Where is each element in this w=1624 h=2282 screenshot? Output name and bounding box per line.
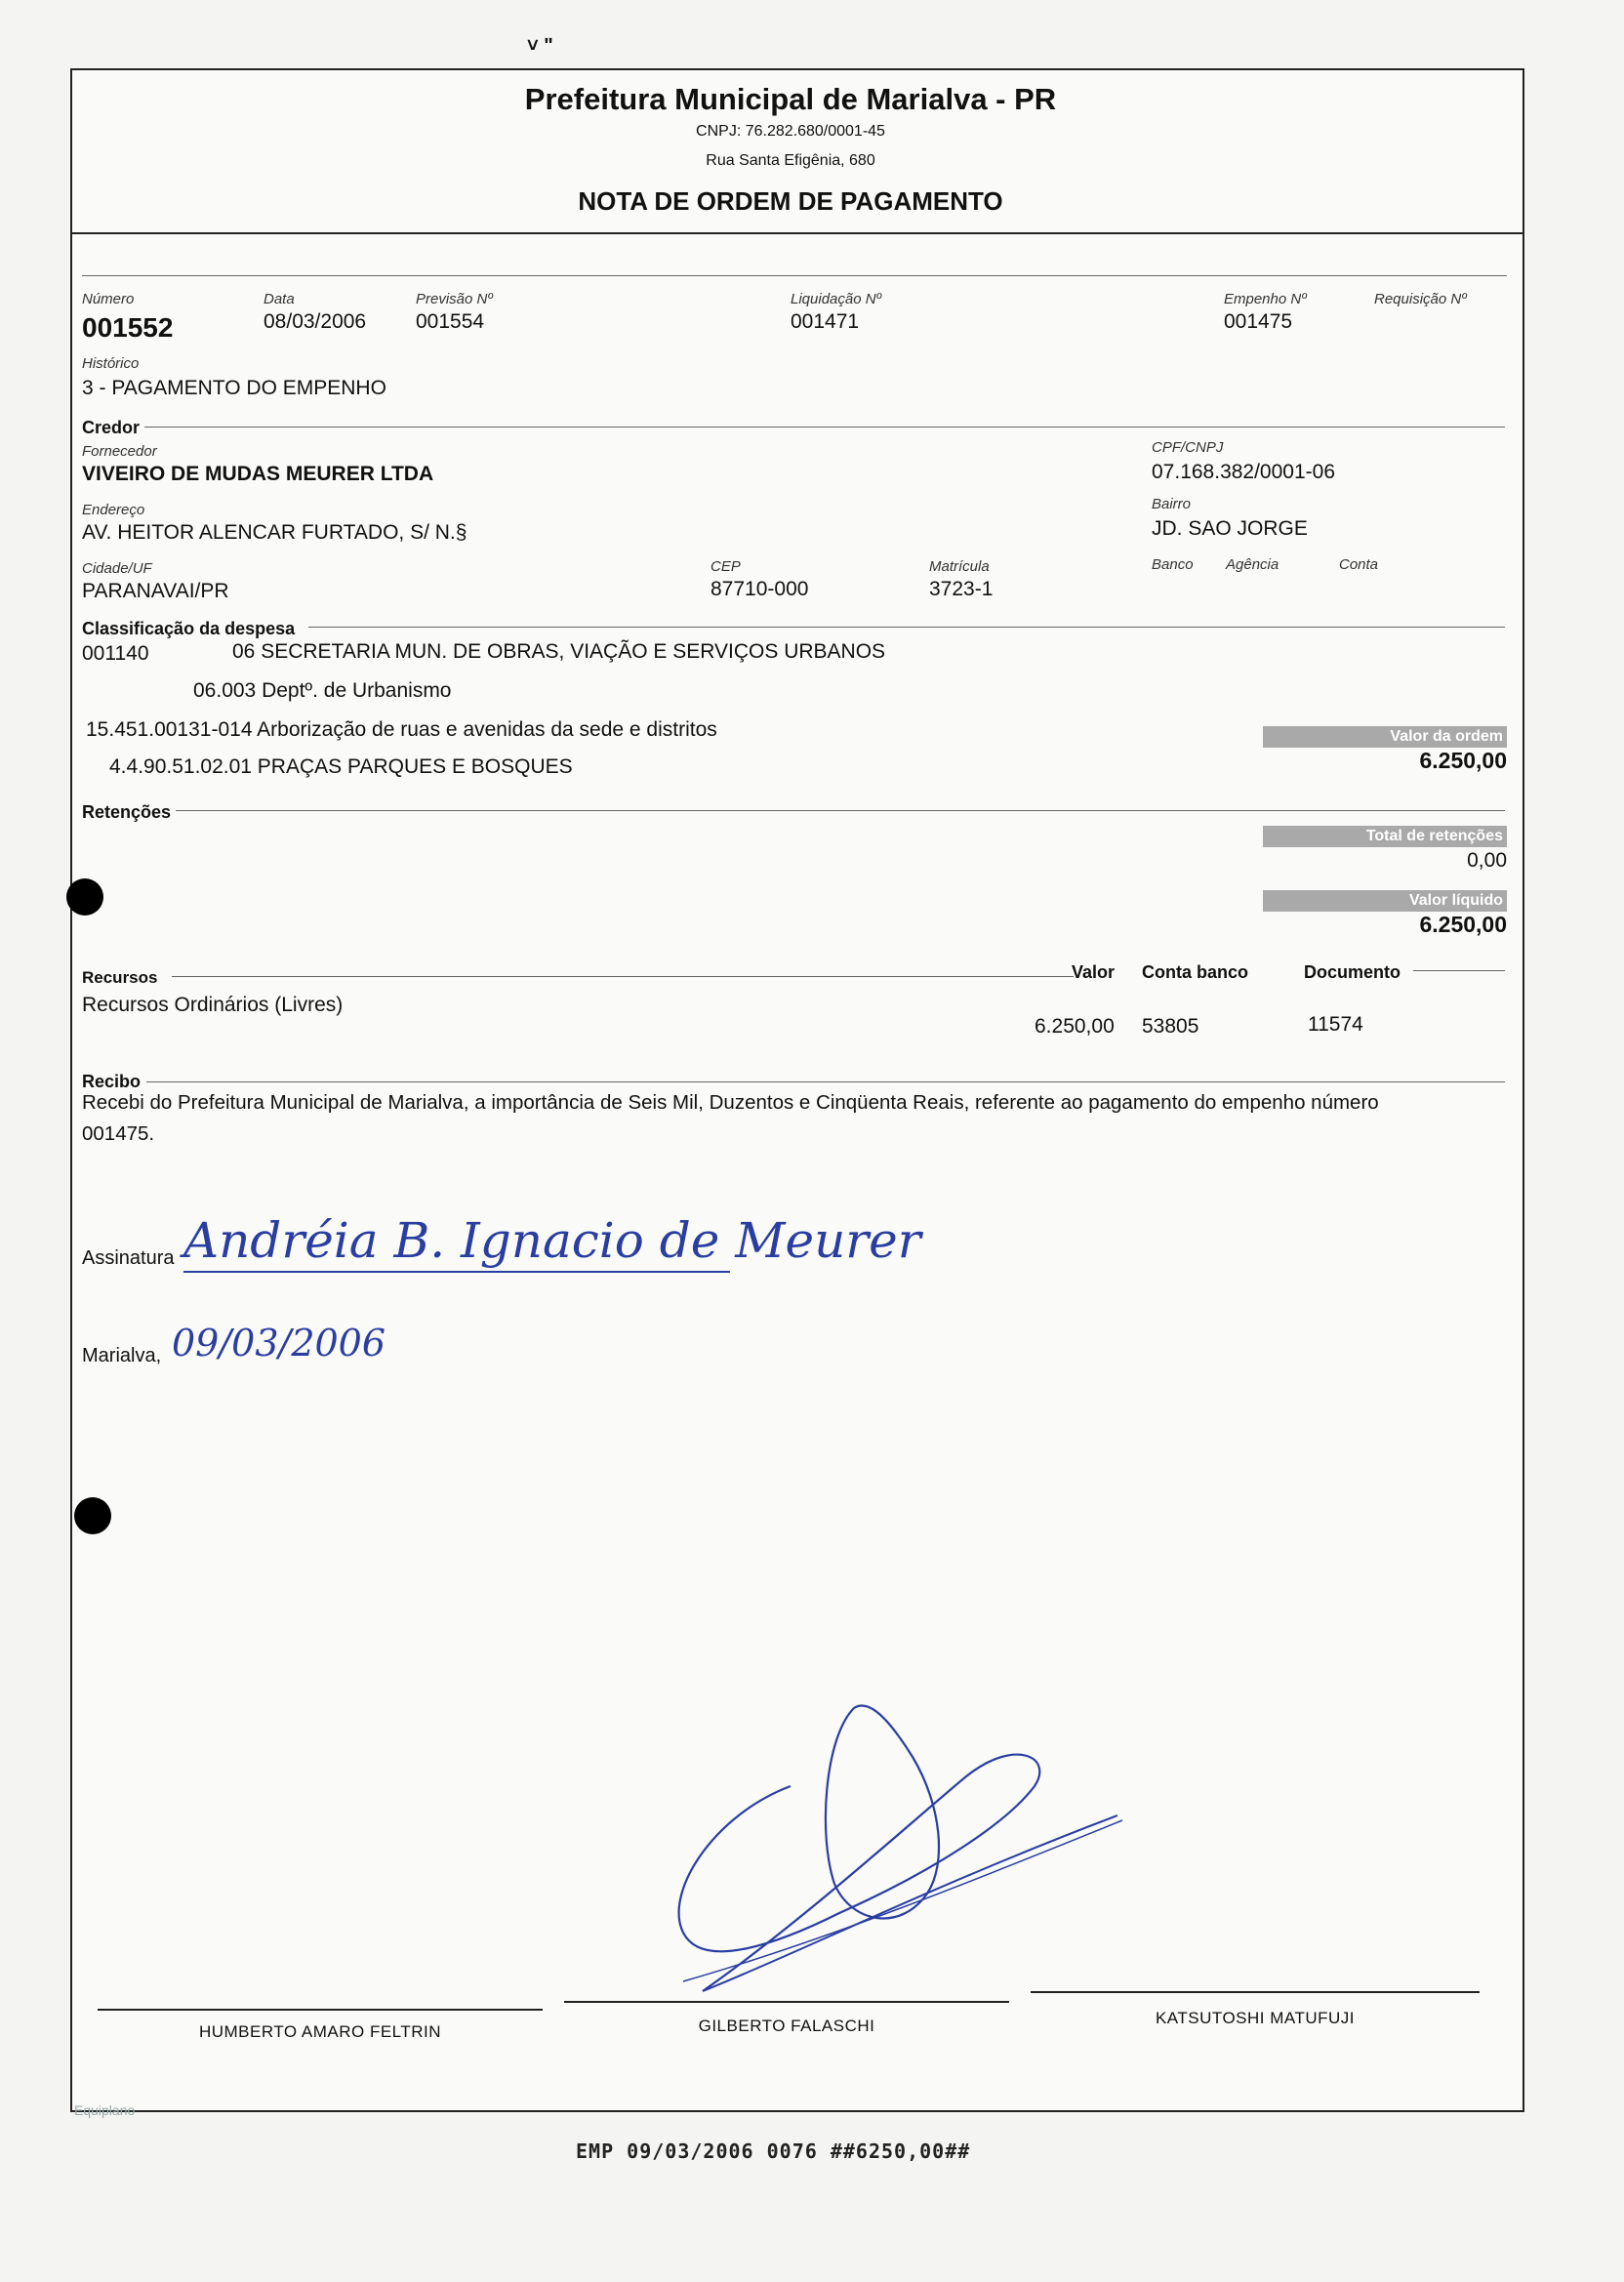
bank-stamp: EMP 09/03/2006 0076 ##6250,00## (576, 2139, 971, 2163)
matricula-value: 3723-1 (929, 578, 994, 600)
recursos-documento-label: Documento (1304, 962, 1401, 982)
classificacao-line2: 06.003 Deptº. de Urbanismo (193, 679, 452, 702)
data-value: 08/03/2006 (264, 310, 367, 333)
assinatura-underline (183, 1271, 730, 1273)
signatory-2: GILBERTO FALASCHI (698, 2017, 875, 2035)
classificacao-divider (308, 627, 1505, 628)
classificacao-line1: 06 SECRETARIA MUN. DE OBRAS, VIAÇÃO E SERVIÇOS URBANOS (232, 640, 886, 663)
data-label: Data (264, 291, 295, 307)
total-retencoes-label: Total de retenções (1263, 826, 1507, 847)
bairro-value: JD. SAO JORGE (1152, 517, 1308, 540)
signatory-3: KATSUTOSHI MATUFUJI (1155, 2009, 1356, 2027)
signature-line-2 (564, 2001, 1009, 2003)
recursos-documento: 11574 (1308, 1013, 1363, 1036)
handwritten-signature-mark (644, 1698, 1152, 2030)
hole-punch-top (66, 878, 103, 916)
software-footer: Equiplano (74, 2102, 136, 2118)
assinatura-label: Assinatura (82, 1247, 175, 1269)
classificacao-line3: 15.451.00131-014 Arborização de ruas e avenidas da sede e distritos (86, 718, 717, 741)
requisicao-label: Requisição Nº (1374, 291, 1467, 307)
valor-ordem-label: Valor da ordem (1263, 726, 1507, 748)
cidade-label: Cidade/UF (82, 560, 152, 577)
bairro-label: Bairro (1152, 496, 1192, 512)
cpf-value: 07.168.382/0001-06 (1152, 461, 1336, 483)
recibo-text-empenho: 001475. (82, 1122, 155, 1145)
signature-line-1 (98, 2009, 543, 2011)
hole-punch-bottom (74, 1497, 111, 1534)
liquidacao-label: Liquidação Nº (791, 291, 882, 307)
cnpj-line: CNPJ: 76.282.680/0001-45 (696, 123, 885, 140)
fornecedor-label: Fornecedor (82, 443, 157, 460)
page-title: Prefeitura Municipal de Marialva - PR (524, 82, 1057, 116)
signature-line-3 (1031, 1991, 1480, 1993)
historico-label: Histórico (82, 355, 140, 372)
total-retencoes-value: 0,00 (1467, 849, 1507, 872)
recibo-section: Recibo (82, 1072, 142, 1091)
valor-ordem-value: 6.250,00 (1419, 748, 1507, 773)
valor-liquido-value: 6.250,00 (1419, 912, 1507, 937)
address-line: Rua Santa Efigênia, 680 (706, 152, 875, 169)
numero-value: 001552 (82, 312, 174, 343)
conta-label: Conta (1339, 556, 1379, 573)
recursos-valor: 6.250,00 (1035, 1015, 1115, 1038)
recursos-section: Recursos (82, 968, 158, 987)
recursos-descricao: Recursos Ordinários (Livres) (82, 994, 344, 1016)
liquidacao-value: 001471 (791, 310, 860, 333)
cpf-label: CPF/CNPJ (1152, 439, 1224, 456)
cep-label: CEP (710, 558, 741, 575)
credor-section: Credor (82, 418, 141, 437)
matricula-label: Matrícula (929, 558, 990, 575)
credor-divider (144, 427, 1505, 428)
cidade-value: PARANAVAI/PR (82, 580, 229, 602)
valor-liquido-label: Valor líquido (1263, 890, 1507, 912)
recursos-conta: 53805 (1142, 1015, 1199, 1038)
recursos-conta-label: Conta banco (1142, 962, 1249, 982)
date-handwritten: 09/03/2006 (172, 1322, 386, 1365)
recibo-divider (146, 1081, 1505, 1082)
empenho-value: 001475 (1224, 310, 1293, 333)
recursos-divider (172, 976, 1074, 977)
fornecedor-value: VIVEIRO DE MUDAS MEURER LTDA (82, 463, 434, 485)
recursos-valor-label: Valor (1072, 962, 1116, 982)
endereco-value: AV. HEITOR ALENCAR FURTADO, S/ N.§ (82, 521, 467, 544)
numero-label: Número (82, 291, 135, 307)
historico-value: 3 - PAGAMENTO DO EMPENHO (82, 377, 386, 399)
empenho-label: Empenho Nº (1224, 291, 1307, 307)
endereco-label: Endereço (82, 502, 145, 518)
banco-label: Banco (1152, 556, 1194, 573)
recibo-text: Recebi do Prefeitura Municipal de Marialva, a importância de Seis Mil, Duzentos e Cinqüenta Reais, referente ao pagamento do empenho número (82, 1091, 1379, 1114)
signatory-1: HUMBERTO AMARO FELTRIN (198, 2022, 442, 2041)
retencoes-divider (176, 810, 1505, 811)
recursos-divider-right (1413, 970, 1505, 971)
header-subdivider (82, 275, 1507, 276)
top-marks: ˅ ʺ (527, 35, 553, 57)
retencoes-section: Retenções (82, 802, 172, 822)
classificacao-code: 001140 (82, 642, 149, 665)
cep-value: 87710-000 (710, 578, 809, 600)
previsao-label: Previsão Nº (416, 291, 493, 307)
assinatura-handwritten: Andréia B. Ignacio de Meurer (183, 1212, 921, 1269)
document-title: NOTA DE ORDEM DE PAGAMENTO (578, 186, 1003, 216)
local-label: Marialva, (82, 1345, 162, 1366)
classificacao-line4: 4.4.90.51.02.01 PRAÇAS PARQUES E BOSQUES (109, 755, 573, 778)
previsao-value: 001554 (416, 310, 485, 333)
agencia-label: Agência (1226, 556, 1279, 573)
header-divider (70, 232, 1522, 234)
classificacao-section: Classificação da despesa (82, 619, 296, 638)
